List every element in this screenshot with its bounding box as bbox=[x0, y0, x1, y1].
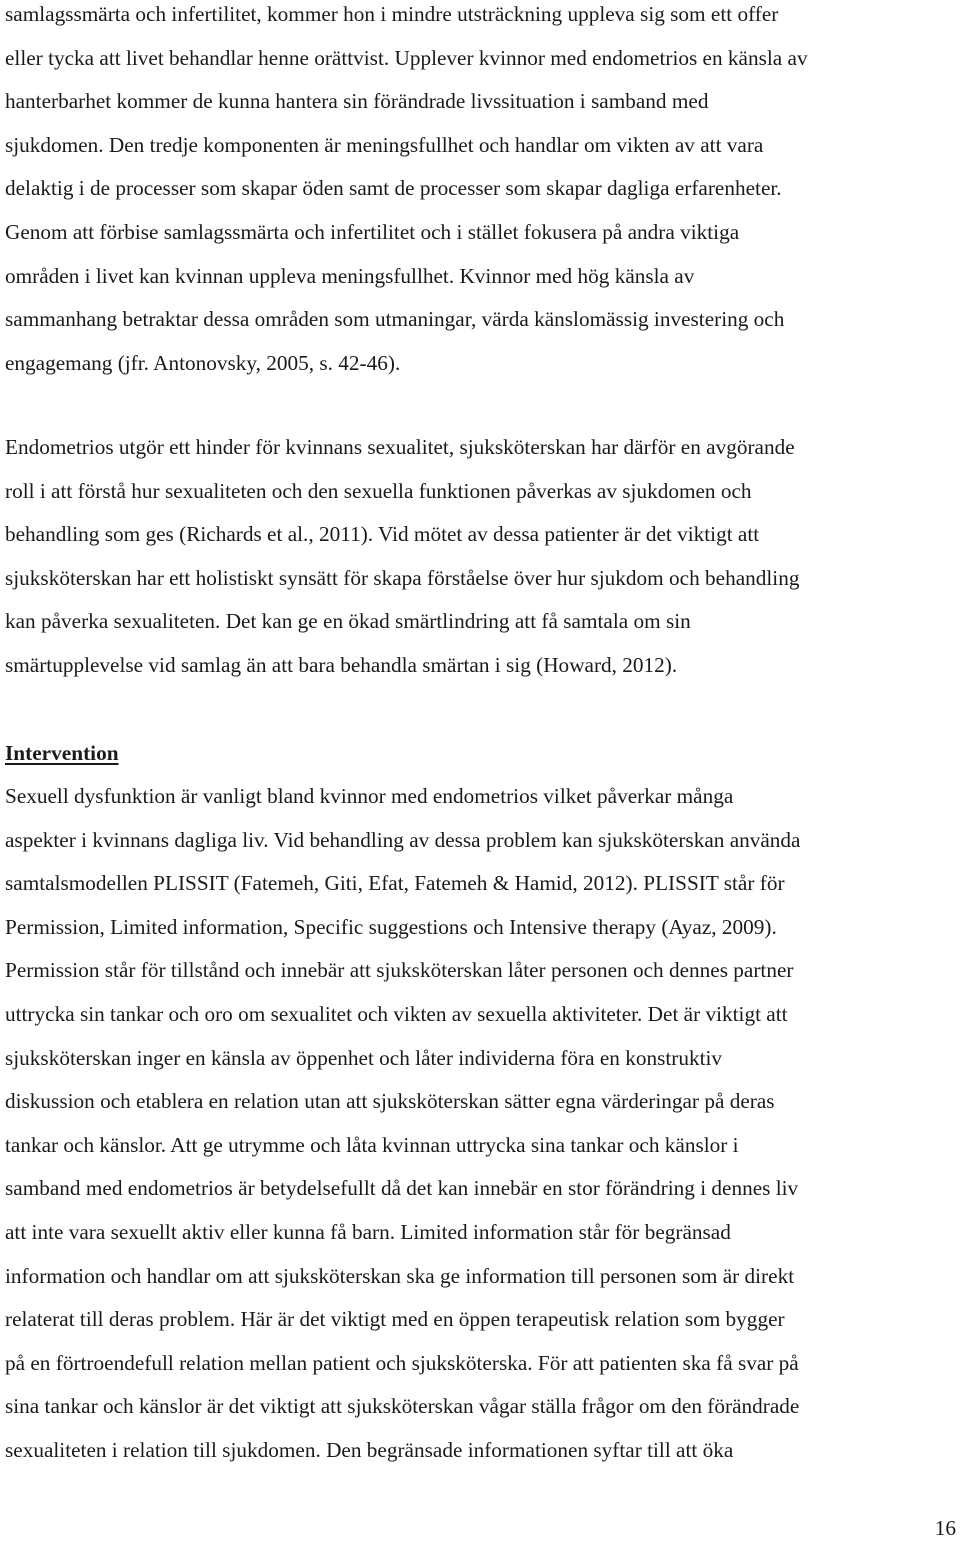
section-heading: Intervention bbox=[5, 741, 119, 765]
text-line: Permission står för tillstånd och innebär att sjuksköterskan låter personen och dennes partner bbox=[5, 958, 794, 983]
text-line: delaktig i de processer som skapar öden samt de processer som skapar dagliga erfarenheter. bbox=[5, 176, 782, 201]
text-line: tankar och känslor. Att ge utrymme och låta kvinnan uttrycka sina tankar och känslor i bbox=[5, 1132, 739, 1157]
text-line: sexualiteten i relation till sjukdomen. Den begränsade informationen syftar till att öka bbox=[5, 1437, 734, 1462]
text-line: samlagssmärta och infertilitet, kommer hon i mindre utsträckning uppleva sig som ett offer bbox=[5, 2, 779, 26]
text-line: Sexuell dysfunktion är vanligt bland kvinnor med endometrios vilket påverkar många bbox=[5, 784, 734, 808]
text-line: sammanhang betraktar dessa områden som utmaningar, värda känslomässig investering och bbox=[5, 307, 785, 332]
text-line: sjuksköterskan har ett holistiskt synsätt för skapa förståelse över hur sjukdom och behandling bbox=[5, 565, 800, 590]
text-line: eller tycka att livet behandlar henne orättvist. Upplever kvinnor med endometrios en känsla av bbox=[5, 45, 808, 70]
text-line: roll i att förstå hur sexualiteten och den sexuella funktionen påverkas av sjukdomen och bbox=[5, 478, 752, 503]
text-line: sjuksköterskan inger en känsla av öppenhet och låter individerna föra en konstruktiv bbox=[5, 1045, 723, 1070]
body-paragraph-2 bbox=[5, 426, 957, 688]
text-line: att inte vara sexuellt aktiv eller kunna få barn. Limited information står för begränsad bbox=[5, 1219, 731, 1244]
text-line: samband med endometrios är betydelsefullt då det kan innebär en stor förändring i dennes liv bbox=[5, 1176, 799, 1201]
text-line: uttrycka sin tankar och oro om sexualitet och vikten av sexuella aktiviteter. Det är viktigt att bbox=[5, 1001, 788, 1026]
text-line: Permission, Limited information, Specific suggestions och Intensive therapy (Ayaz, 2009). bbox=[5, 914, 777, 939]
text-line: information och handlar om att sjuksköterskan ska ge information till personen som är direkt bbox=[5, 1263, 795, 1288]
text-line: sina tankar och känslor är det viktigt att sjuksköterskan vågar ställa frågor om den förändrade bbox=[5, 1394, 800, 1419]
text-line: aspekter i kvinnans dagliga liv. Vid behandling av dessa problem kan sjuksköterskan använda bbox=[5, 827, 801, 852]
text-line: områden i livet kan kvinnan uppleva meningsfullhet. Kvinnor med hög känsla av bbox=[5, 263, 695, 288]
body-paragraph-3 bbox=[5, 775, 957, 1473]
text-line: relaterat till deras problem. Här är det viktigt med en öppen terapeutisk relation som bygger bbox=[5, 1307, 785, 1332]
text-line: sjukdomen. Den tredje komponenten är meningsfullhet och handlar om vikten av att vara bbox=[5, 132, 764, 157]
text-line: Genom att förbise samlagssmärta och infertilitet och i stället fokusera på andra viktiga bbox=[5, 219, 740, 244]
body-paragraph-1 bbox=[5, 0, 957, 385]
text-line: samtalsmodellen PLISSIT (Fatemeh, Giti, Efat, Fatemeh & Hamid, 2012). PLISSIT står för bbox=[5, 871, 785, 896]
page-number: 16 bbox=[934, 1516, 956, 1540]
text-line: smärtupplevelse vid samlag än att bara behandla smärtan i sig (Howard, 2012). bbox=[5, 652, 678, 677]
text-line: engagemang (jfr. Antonovsky, 2005, s. 42-46). bbox=[5, 350, 401, 375]
text-line: på en förtroendefull relation mellan patient och sjuksköterska. För att patienten ska få svar på bbox=[5, 1350, 799, 1375]
text-line: behandling som ges (Richards et al., 2011). Vid mötet av dessa patienter är det viktigt att bbox=[5, 522, 760, 547]
text-line: hanterbarhet kommer de kunna hantera sin förändrade livssituation i samband med bbox=[5, 89, 709, 114]
text-line: diskussion och etablera en relation utan att sjuksköterskan sätter egna värderingar på deras bbox=[5, 1089, 775, 1114]
text-line: Endometrios utgör ett hinder för kvinnans sexualitet, sjuksköterskan har därför en avgörande bbox=[5, 435, 795, 459]
text-line: kan påverka sexualiteten. Det kan ge en ökad smärtlindring att få samtala om sin bbox=[5, 609, 691, 634]
